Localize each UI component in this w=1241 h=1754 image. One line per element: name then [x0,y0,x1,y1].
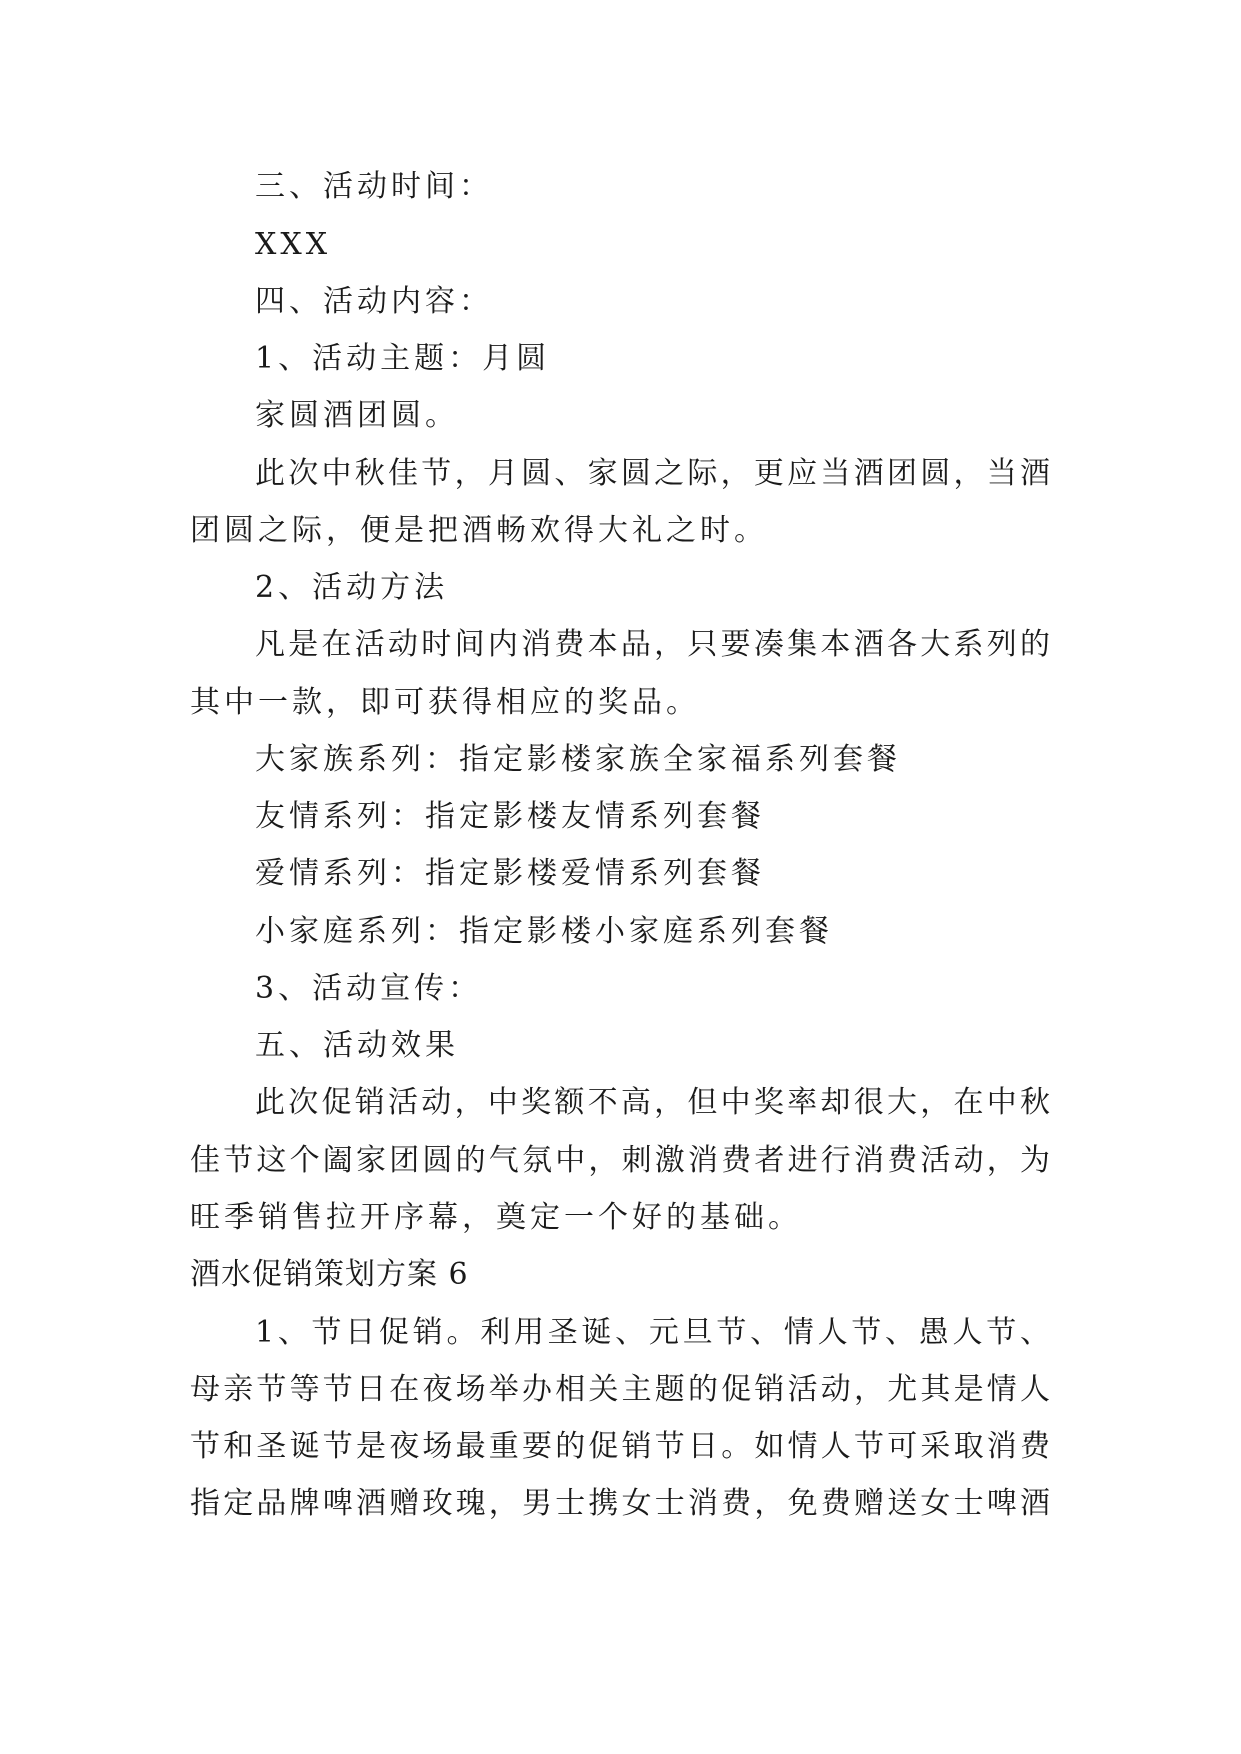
paragraph-line: 佳节这个阖家团圆的气氛中，刺激消费者进行消费活动，为 [190,1143,1050,1178]
prize-item: 爱情系列：指定影楼爱情系列套餐 [255,856,765,891]
paragraph-line: 团圆之际，便是把酒畅欢得大礼之时。 [190,513,768,548]
section-heading-activity-effect: 五、活动效果 [255,1028,459,1063]
activity-promotion-label: 3、活动宣传： [255,971,483,1006]
paragraph-line: 母亲节等节日在夜场举办相关主题的促销活动，尤其是情人 [190,1372,1050,1407]
paragraph-line: 节和圣诞节是夜场最重要的促销节日。如情人节可采取消费 [190,1429,1050,1464]
paragraph-line: 指定品牌啤酒赠玫瑰，男士携女士消费，免费赠送女士啤酒 [190,1486,1050,1521]
section-heading-activity-time: 三、活动时间： [255,169,493,204]
prize-item: 小家庭系列：指定影楼小家庭系列套餐 [255,914,833,949]
activity-theme-label: 1、活动主题：月圆 [255,341,551,376]
activity-theme-text: 家圆酒团圆。 [255,398,459,433]
prize-item: 友情系列：指定影楼友情系列套餐 [255,799,765,834]
paragraph-line: 此次促销活动，中奖额不高，但中奖率却很大，在中秋 [255,1085,1050,1120]
plan-title: 酒水促销策划方案 6 [190,1257,469,1292]
paragraph-line: 1、节日促销。利用圣诞、元旦节、情人节、愚人节、 [255,1315,1050,1350]
section-heading-activity-content: 四、活动内容： [255,284,493,319]
paragraph-line: 其中一款，即可获得相应的奖品。 [190,685,700,720]
prize-item: 大家族系列：指定影楼家族全家福系列套餐 [255,742,901,777]
paragraph-line: 旺季销售拉开序幕，奠定一个好的基础。 [190,1200,802,1235]
activity-method-label: 2、活动方法 [255,570,449,605]
paragraph-line: 此次中秋佳节，月圆、家圆之际，更应当酒团圆，当酒 [255,456,1050,491]
activity-time-value: XXX [255,227,332,262]
paragraph-line: 凡是在活动时间内消费本品，只要凑集本酒各大系列的 [255,627,1050,662]
